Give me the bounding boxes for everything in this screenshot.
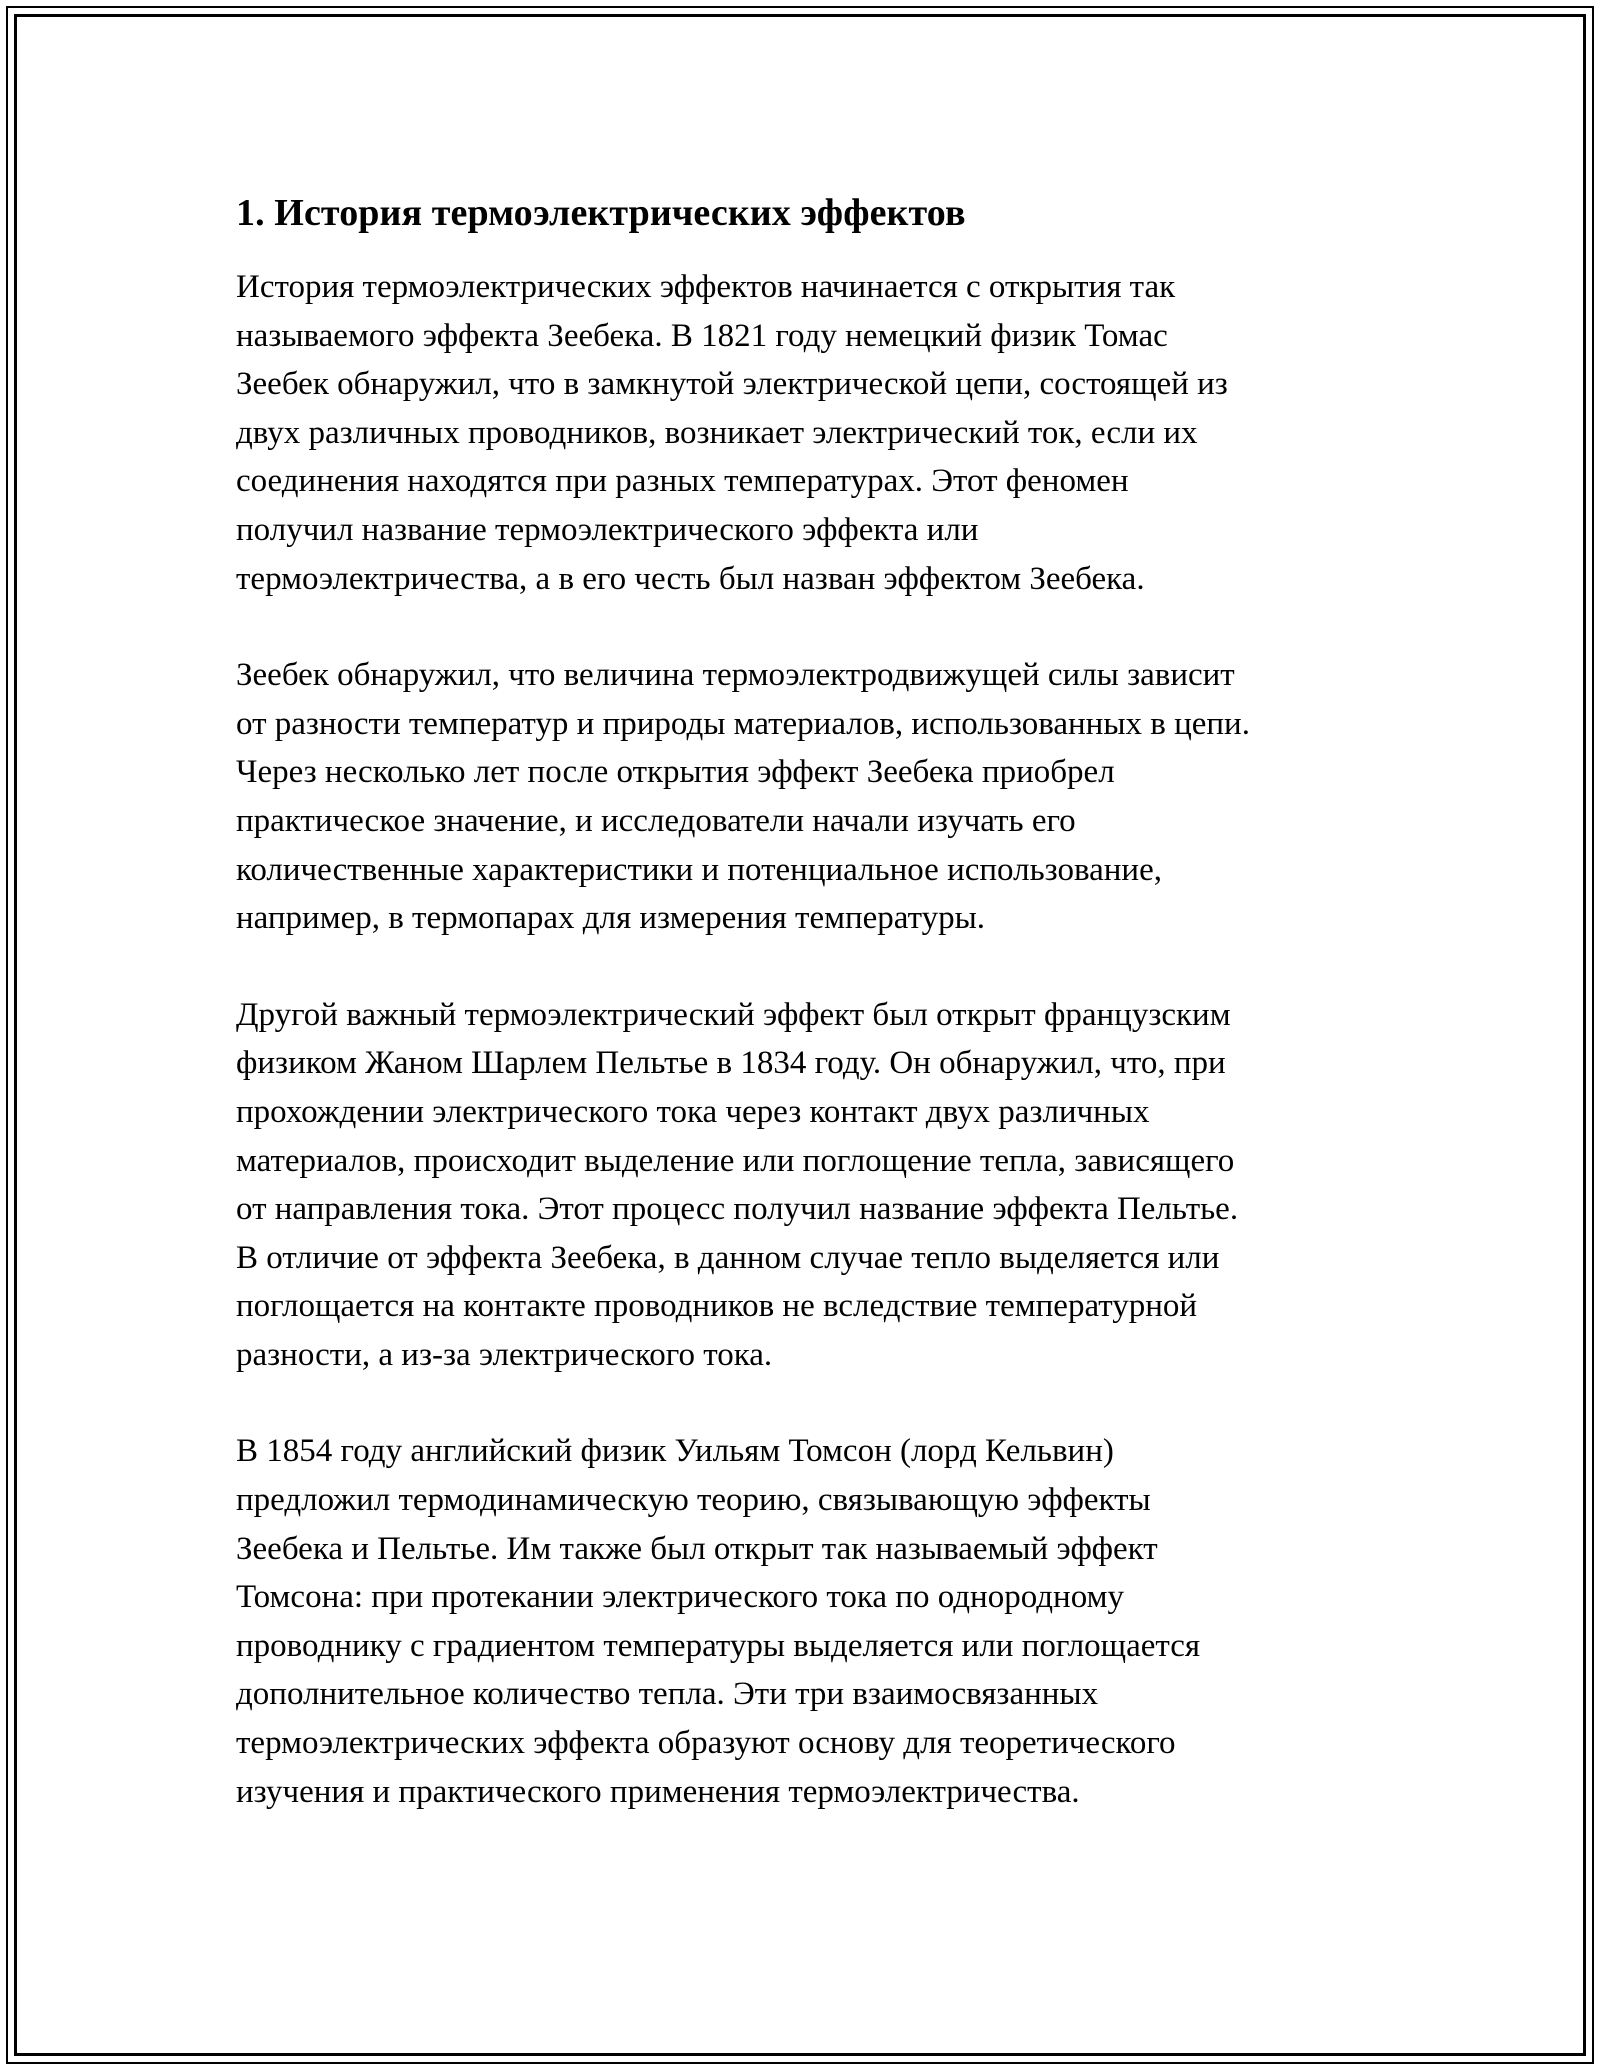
text-line: Другой важный термоэлектрический эффект был открыт французским <box>236 996 1231 1033</box>
text-line: поглощается на контакте проводников не вследствие температурной <box>236 1288 1198 1325</box>
text-line: от разности температур и природы материалов, использованных в цепи. <box>236 705 1250 742</box>
text-line: прохождении электрического тока через контакт двух различных <box>236 1093 1150 1130</box>
text-line: В 1854 году английский физик Уильям Томсон (лорд Кельвин) <box>236 1433 1114 1470</box>
text-line: В отличие от эффекта Зеебека, в данном случае тепло выделяется или <box>236 1239 1220 1276</box>
text-line: практическое значение, и исследователи начали изучать его <box>236 802 1076 839</box>
text-line: Томсона: при протекании электрического тока по однородному <box>236 1579 1124 1616</box>
text-line: предложил термодинамическую теорию, связывающую эффекты <box>236 1482 1151 1519</box>
text-line: термоэлектрических эффекта образуют основу для теоретического <box>236 1725 1176 1762</box>
text-line: получил название термоэлектрического эффекта или <box>236 511 979 548</box>
text-line: Зеебека и Пельтье. Им также был открыт так называемый эффект <box>236 1530 1158 1567</box>
text-line: История термоэлектрических эффектов начинается с открытия так <box>236 269 1176 305</box>
paragraph-seebeck-practical <box>236 651 1396 943</box>
text-line: соединения находятся при разных температурах. Этот феномен <box>236 463 1129 500</box>
text-line: материалов, происходит выделение или поглощение тепла, зависящего <box>236 1142 1235 1179</box>
text-line: например, в термопарах для измерения температуры. <box>236 900 986 937</box>
text-line: изучения и практического применения термоэлектричества. <box>236 1773 1080 1810</box>
text-line: называемого эффекта Зеебека. В 1821 году немецкий физик Томас <box>236 317 1168 354</box>
text-line: проводнику с градиентом температуры выделяется или поглощается <box>236 1627 1201 1664</box>
text-line: Зеебек обнаружил, что величина термоэлектродвижущей силы зависит <box>236 657 1235 694</box>
document-body <box>236 188 1396 1864</box>
section-heading: 1. История термоэлектрических эффектов <box>236 192 966 234</box>
paragraph-seebeck-discovery <box>236 263 1396 603</box>
text-line: количественные характеристики и потенциальное использование, <box>236 851 1162 888</box>
text-line: физиком Жаном Шарлем Пельтье в 1834 году. Он обнаружил, что, при <box>236 1045 1226 1082</box>
paragraph-thomson-effect <box>236 1427 1396 1816</box>
text-line: термоэлектричества, а в его честь был назван эффектом Зеебека. <box>236 560 1145 597</box>
text-line: двух различных проводников, возникает электрический ток, если их <box>236 414 1198 451</box>
text-line: от направления тока. Этот процесс получил название эффекта Пельтье. <box>236 1191 1239 1228</box>
text-line: Зеебек обнаружил, что в замкнутой электрической цепи, состоящей из <box>236 366 1228 403</box>
text-line: разности, а из-за электрического тока. <box>236 1336 773 1373</box>
text-line: дополнительное количество тепла. Эти три взаимосвязанных <box>236 1676 1099 1713</box>
paragraph-peltier-effect <box>236 991 1396 1380</box>
text-line: Через несколько лет после открытия эффект Зеебека приобрел <box>236 754 1115 791</box>
